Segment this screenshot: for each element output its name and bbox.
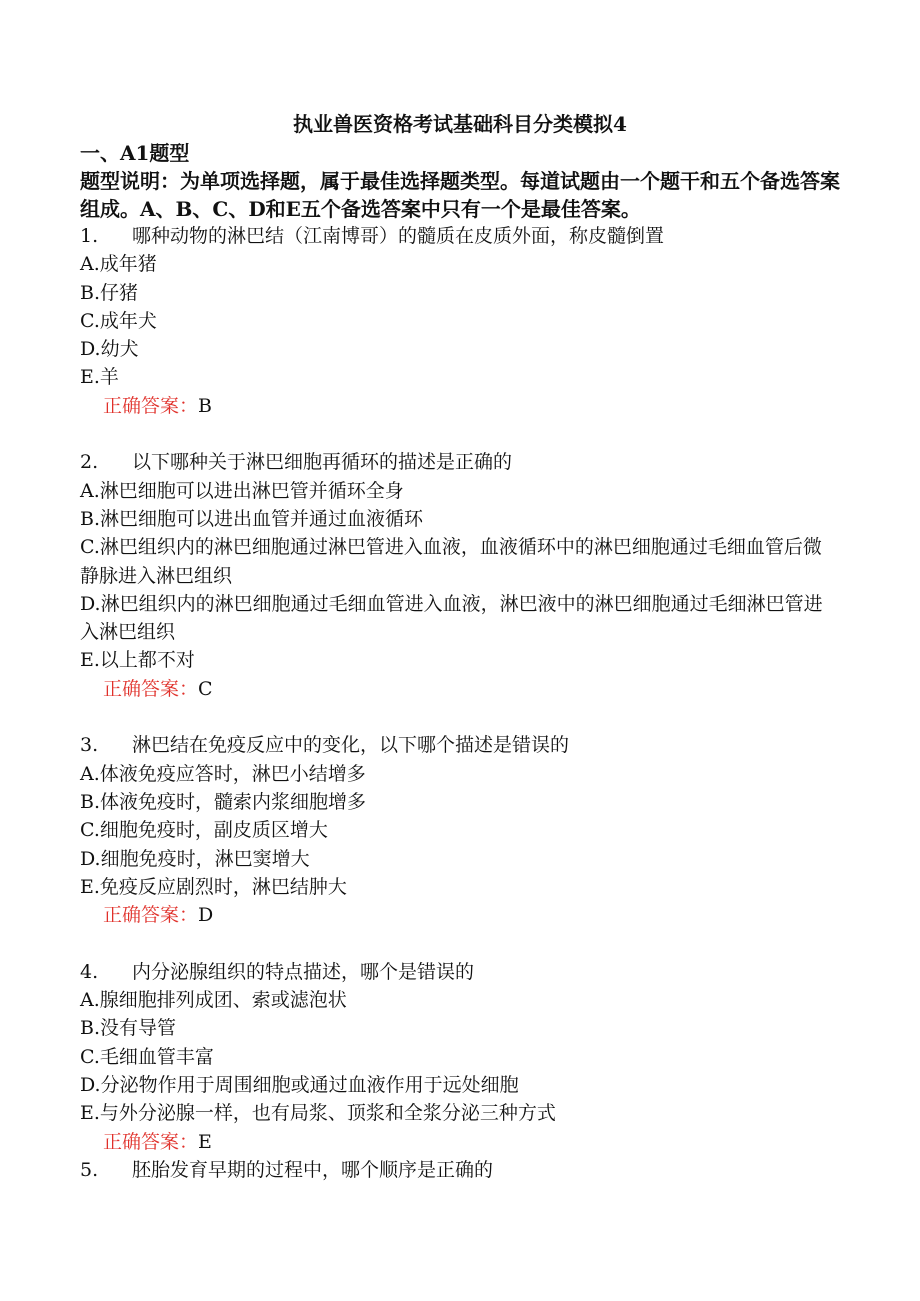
question-4 xyxy=(80,958,840,1156)
answer-letter: D xyxy=(198,904,214,927)
question-type-description: 题型说明：为单项选择题，属于最佳选择题类型。每道试题由一个题干和五个备选答案组成。A、B、C、D和E五个备选答案中只有一个是最佳答案。 xyxy=(80,169,840,221)
option-b: B.淋巴细胞可以进出血管并通过血液循环 xyxy=(80,507,424,530)
question-number: 2. xyxy=(80,451,99,474)
question-number: 1. xyxy=(80,225,99,247)
option-e: E.以上都不对 xyxy=(80,649,195,672)
question-stem xyxy=(80,1156,840,1184)
option-a: A.体液免疫应答时，淋巴小结增多 xyxy=(80,762,366,785)
option-c: C.成年犬 xyxy=(80,309,157,332)
question-text: 哪种动物的淋巴结（江南博哥）的髓质在皮质外面，称皮髓倒置 xyxy=(132,225,665,247)
option-a: A.成年猪 xyxy=(80,253,157,276)
spacer xyxy=(80,420,840,448)
option-c: C.毛细血管丰富 xyxy=(80,1045,214,1068)
answer-letter: B xyxy=(198,394,212,417)
question-list xyxy=(80,222,840,1184)
question-stem xyxy=(80,731,840,759)
question-number: 5. xyxy=(80,1158,99,1181)
question-text: 淋巴结在免疫反应中的变化，以下哪个描述是错误的 xyxy=(132,734,570,757)
spacer xyxy=(80,929,840,957)
option-b: B.没有导管 xyxy=(80,1017,177,1040)
question-text: 胚胎发育早期的过程中，哪个顺序是正确的 xyxy=(132,1158,494,1181)
answer-letter: E xyxy=(198,1130,212,1153)
option-d: D.幼犬 xyxy=(80,338,139,361)
answer-label: 正确答案： xyxy=(103,677,199,700)
option-a: A.淋巴细胞可以进出淋巴管并循环全身 xyxy=(80,479,404,502)
answer-label: 正确答案： xyxy=(103,904,199,927)
option-d: D.细胞免疫时，淋巴窦增大 xyxy=(80,847,310,870)
question-stem xyxy=(80,222,840,250)
question-2 xyxy=(80,448,840,703)
question-stem xyxy=(80,958,840,986)
question-number: 3. xyxy=(80,734,99,757)
question-5 xyxy=(80,1156,840,1184)
question-1 xyxy=(80,222,840,420)
answer-label: 正确答案： xyxy=(103,394,199,417)
option-c: C.细胞免疫时，副皮质区增大 xyxy=(80,819,328,842)
correct-answer xyxy=(80,1128,840,1156)
option-e: E.羊 xyxy=(80,366,119,389)
option-b: B.体液免疫时，髓索内浆细胞增多 xyxy=(80,790,367,813)
section-heading: 一、A1题型 xyxy=(80,141,190,165)
page-title: 执业兽医资格考试基础科目分类模拟4 xyxy=(293,112,627,136)
question-text: 内分泌腺组织的特点描述，哪个是错误的 xyxy=(132,960,475,983)
question-text: 以下哪种关于淋巴细胞再循环的描述是正确的 xyxy=(132,451,513,474)
answer-label: 正确答案： xyxy=(103,1130,199,1153)
question-number: 4. xyxy=(80,960,99,983)
correct-answer xyxy=(80,392,840,420)
option-e: E.免疫反应剧烈时，淋巴结肿大 xyxy=(80,875,347,898)
answer-letter: C xyxy=(198,677,213,700)
question-stem xyxy=(80,448,840,476)
correct-answer xyxy=(80,901,840,929)
option-c: C.淋巴组织内的淋巴细胞通过淋巴管进入血液，血液循环中的淋巴细胞通过毛细血管后微静脉进入淋巴组织 xyxy=(80,536,822,587)
option-b: B.仔猪 xyxy=(80,281,139,304)
option-d: D.分泌物作用于周围细胞或通过血液作用于远处细胞 xyxy=(80,1073,519,1096)
question-3 xyxy=(80,731,840,929)
spacer xyxy=(80,703,840,731)
option-e: E.与外分泌腺一样，也有局浆、顶浆和全浆分泌三种方式 xyxy=(80,1102,556,1125)
correct-answer xyxy=(80,675,840,703)
option-a: A.腺细胞排列成团、索或滤泡状 xyxy=(80,989,347,1012)
option-d: D.淋巴组织内的淋巴细胞通过毛细血管进入血液，淋巴液中的淋巴细胞通过毛细淋巴管进入淋巴组织 xyxy=(80,592,823,644)
